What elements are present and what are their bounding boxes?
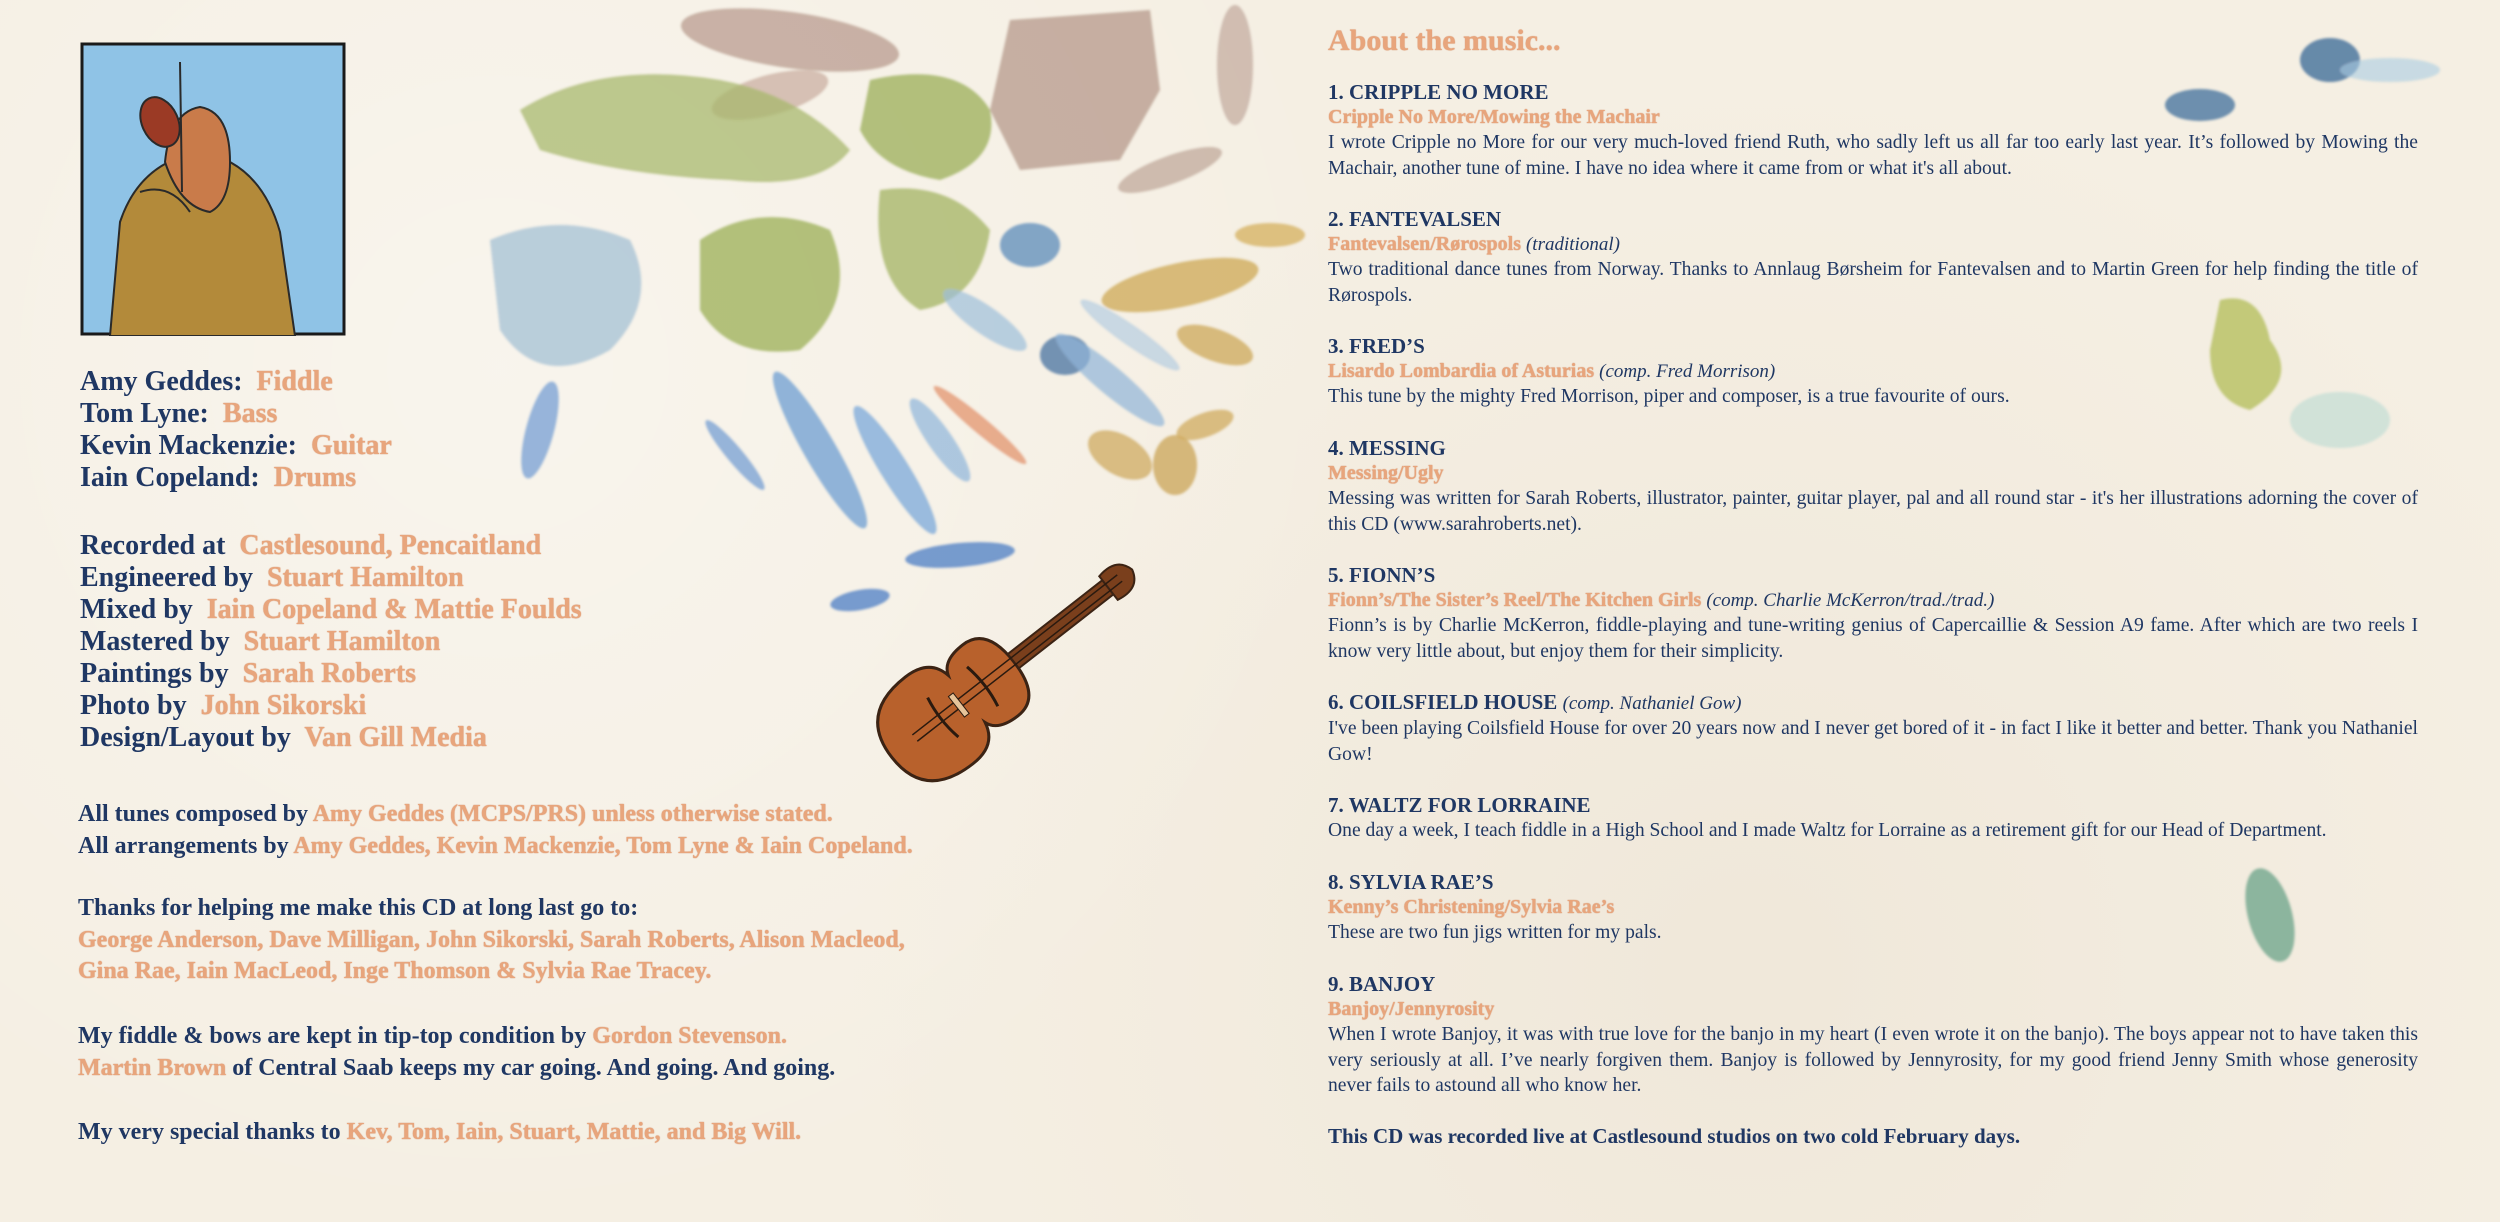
track-1 <box>1328 80 2418 181</box>
track-credit: (traditional) <box>1525 234 1620 255</box>
special-line: My very special thanks to Kev, Tom, Iain, Stuart, Mattie, and Big Will. <box>78 1119 802 1145</box>
track-heading: 6. COILSFIELD HOUSE <box>1328 690 1558 714</box>
credit-row: Design/Layout by Van Gill Media <box>80 722 487 753</box>
track-subtitle: Lisardo Lombardia of Asturias <box>1328 360 1595 382</box>
credit-row: Engineered by Stuart Hamilton <box>80 562 464 593</box>
closing-note: This CD was recorded live at Castlesound studios on two cold February days. <box>1328 1124 2021 1148</box>
track-body: When I wrote Banjoy, it was with true love for the banjo in my heart (I even wrote it on the banjo). The boys appear not to have taken this very seriously at all. I’ve nearly forgiven them. Banjoy is followed by Jennyrosity, for my good friend Jenny Smith whose generosity never fails to astound all who know her. <box>1328 1024 2418 1096</box>
composition-credits <box>78 798 913 862</box>
thanks-intro: Thanks for helping me make this CD at long last go to: <box>78 895 639 921</box>
track-9 <box>1328 972 2418 1099</box>
production-credits <box>80 530 582 754</box>
track-heading: 8. SYLVIA RAE’S <box>1328 870 1494 894</box>
track-subtitle: Kenny’s Christening/Sylvia Rae’s <box>1328 896 1615 918</box>
track-body: One day a week, I teach fiddle in a High School and I made Waltz for Lorraine as a retirement gift for our Head of Department. <box>1328 820 2327 841</box>
track-credit: (comp. Nathaniel Gow) <box>1562 693 1742 714</box>
track-subtitle: Fionn’s/The Sister’s Reel/The Kitchen Girls <box>1328 589 1702 611</box>
special-thanks <box>78 1116 801 1148</box>
about-title: About the music... <box>1328 24 1561 57</box>
credit-row: Mixed by Iain Copeland & Mattie Foulds <box>80 594 582 625</box>
track-body: These are two fun jigs written for my pals. <box>1328 922 1662 943</box>
credit-row: Paintings by Sarah Roberts <box>80 658 417 689</box>
track-credit: (comp. Fred Morrison) <box>1599 361 1776 382</box>
track-body: Messing was written for Sarah Roberts, illustrator, painter, guitar player, pal and all round star - it's her illustrations adorning the cover of this CD (www.sarahroberts.net). <box>1328 488 2418 535</box>
track-7 <box>1328 793 2418 844</box>
track-heading: 4. MESSING <box>1328 436 1446 460</box>
track-8 <box>1328 870 2418 946</box>
track-2 <box>1328 207 2418 308</box>
credit-row: Recorded at Castlesound, Pencaitland <box>80 530 542 561</box>
track-subtitle: Fantevalsen/Rørospols <box>1328 233 1521 255</box>
track-subtitle: Messing/Ugly <box>1328 462 1444 484</box>
track-heading: 5. FIONN’S <box>1328 563 1436 587</box>
violin-illustration <box>830 540 1190 790</box>
track-3 <box>1328 334 2418 410</box>
car-line: Martin Brown of Central Saab keeps my car going. And going. And going. <box>78 1055 836 1081</box>
fiddle-line: My fiddle & bows are kept in tip-top condition by Gordon Stevenson. <box>78 1023 787 1049</box>
musicians-list <box>80 366 392 494</box>
track-body: I've been playing Coilsfield House for over 20 years now and I never get bored of it - in fact I like it better and better. Thank you Nathaniel Gow! <box>1328 718 2418 765</box>
thanks-names-1: George Anderson, Dave Milligan, John Sikorski, Sarah Roberts, Alison Macleod, <box>78 926 905 953</box>
arranged-line: All arrangements by Amy Geddes, Kevin Mackenzie, Tom Lyne & Iain Copeland. <box>78 833 913 859</box>
musician-row: Tom Lyne: Bass <box>80 398 278 429</box>
track-6 <box>1328 690 2418 767</box>
track-heading: 2. FANTEVALSEN <box>1328 207 1502 231</box>
track-body: This tune by the mighty Fred Morrison, piper and composer, is a true favourite of ours. <box>1328 386 2010 407</box>
credit-row: Photo by John Sikorski <box>80 690 367 721</box>
thanks-names-2: Gina Rae, Iain MacLeod, Inge Thomson & Sylvia Rae Tracey. <box>78 958 712 984</box>
fiddler-portrait <box>80 42 346 336</box>
track-heading: 3. FRED’S <box>1328 334 1425 358</box>
musician-row: Amy Geddes: Fiddle <box>80 366 333 397</box>
track-heading: 1. CRIPPLE NO MORE <box>1328 80 1549 104</box>
track-subtitle: Banjoy/Jennyrosity <box>1328 998 1495 1020</box>
credit-row: Mastered by Stuart Hamilton <box>80 626 441 657</box>
musician-row: Kevin Mackenzie: Guitar <box>80 430 392 461</box>
track-credit: (comp. Charlie McKerron/trad./trad.) <box>1706 590 1995 611</box>
track-heading: 7. WALTZ FOR LORRAINE <box>1328 793 1591 817</box>
track-subtitle: Cripple No More/Mowing the Machair <box>1328 106 1660 128</box>
track-5 <box>1328 563 2418 664</box>
track-body: Two traditional dance tunes from Norway. Thanks to Annlaug Børsheim for Fantevalsen and to Martin Green for help finding the title of Rørospols. <box>1328 259 2418 306</box>
track-heading: 9. BANJOY <box>1328 972 1436 996</box>
track-body: I wrote Cripple no More for our very much-loved friend Ruth, who sadly left us all far too early last year. It’s followed by Mowing the Machair, another tune of mine. I have no idea where it came from or what it's all about. <box>1328 132 2418 179</box>
track-4 <box>1328 436 2418 537</box>
thanks-section <box>78 893 905 988</box>
composed-line: All tunes composed by Amy Geddes (MCPS/PRS) unless otherwise stated. <box>78 801 833 827</box>
track-body: Fionn’s is by Charlie McKerron, fiddle-playing and tune-writing genius of Capercaillie & Session A9 fame. After which are two reels I know very little about, but enjoy them for their simplicity. <box>1328 615 2418 662</box>
fiddle-care-section <box>78 1020 835 1084</box>
musician-row: Iain Copeland: Drums <box>80 462 357 493</box>
